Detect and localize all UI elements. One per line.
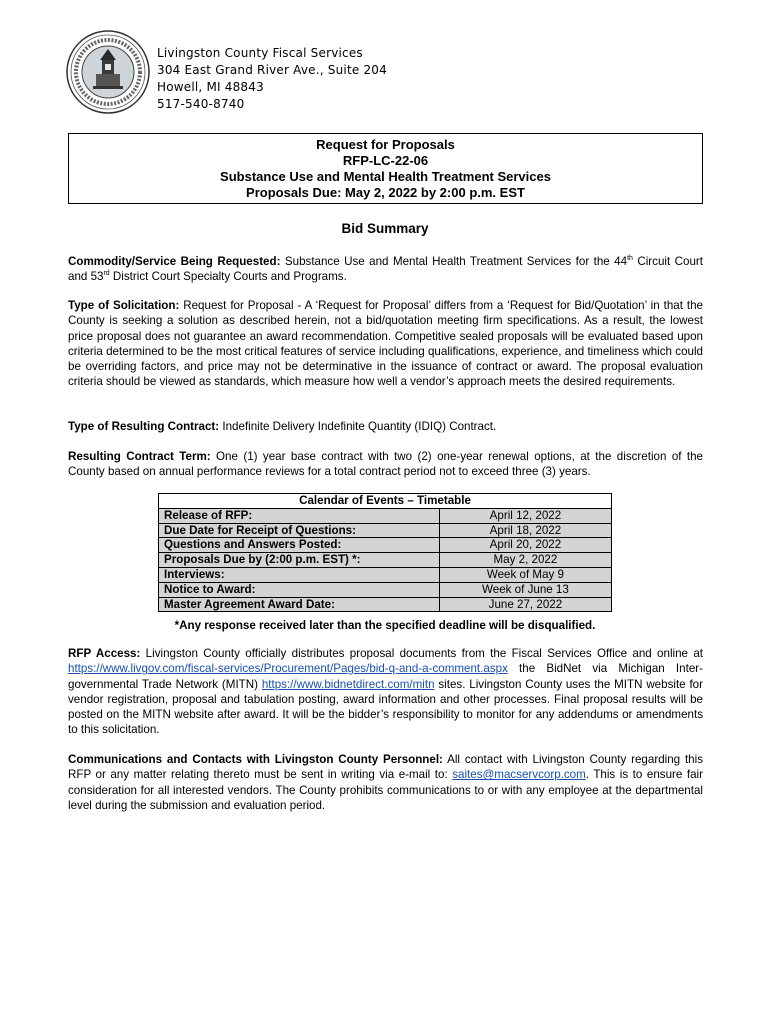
calendar-row	[159, 508, 612, 523]
rfp-access-text-a: Livingston County officially distributes proposal documents from the Fiscal Services Office and online at	[140, 647, 703, 660]
rfp-access-label: RFP Access:	[68, 647, 141, 660]
title-line-1: Request for Proposals	[316, 137, 455, 152]
rfp-access-text-c: sites. Livingston County uses the MITN website for vendor registration, proposal and tabulation posting, award information and other processes. Final proposal results will be posted on the MITN website after award. It will be the bidder’s responsibility to monitor for any addendums or amendments to this solicitation.	[68, 677, 703, 737]
contract-type-label: Type of Resulting Contract:	[68, 420, 220, 433]
bid-summary-heading: Bid Summary	[341, 221, 429, 236]
county-seal-icon	[66, 30, 150, 114]
calendar-event: Questions and Answers Posted:	[159, 538, 440, 553]
calendar-date: Week of June 13	[439, 582, 611, 597]
solicitation-paragraph	[68, 298, 703, 390]
calendar-row	[159, 567, 612, 582]
contract-term-paragraph	[68, 449, 703, 480]
rfp-subject: Substance Use and Mental Health Treatment Services	[220, 169, 551, 184]
city-state-zip: Howell, MI 48843	[157, 80, 264, 94]
rfp-access-paragraph	[68, 646, 703, 738]
contract-term-label: Resulting Contract Term:	[68, 450, 211, 463]
commodity-text-c: District Court Specialty Courts and Programs.	[109, 270, 347, 284]
calendar-of-events-table	[158, 493, 612, 612]
calendar-date: May 2, 2022	[439, 553, 611, 568]
livgov-procurement-link[interactable]: https://www.livgov.com/fiscal-services/Procurement/Pages/bid-q-and-a-comment.aspx	[68, 662, 508, 676]
communications-label: Communications and Contacts with Livingston County Personnel:	[68, 753, 443, 766]
calendar-row	[159, 597, 612, 612]
calendar-row	[159, 538, 612, 553]
commodity-paragraph	[68, 254, 703, 285]
calendar-row	[159, 582, 612, 597]
letterhead	[157, 45, 387, 113]
solicitation-label: Type of Solicitation:	[68, 299, 180, 312]
communications-text-b: . This is to ensure fair consideration for all interested vendors. The County prohibits communications to or with any employee at the departmental level during the submission and evaluation period.	[68, 768, 703, 812]
ordinal-suffix: th	[627, 255, 633, 263]
communications-text-a: All contact with Livingston County regarding this RFP or any matter relating thereto must be sent in writing via e-mail to:	[68, 753, 703, 782]
calendar-event: Notice to Award:	[159, 582, 440, 597]
contact-email-link[interactable]: saites@macservcorp.com	[452, 768, 586, 782]
commodity-label: Commodity/Service Being Requested:	[68, 255, 281, 268]
commodity-text-b: Circuit Court and 53	[68, 255, 703, 284]
commodity-text-a: Substance Use and Mental Health Treatment Services for the 44	[280, 255, 628, 268]
calendar-row	[159, 523, 612, 538]
solicitation-text: Request for Proposal - A ‘Request for Proposal’ differs from a ‘Request for Bid/Quotation’ in that the County is seeking a solution as described herein, not a bid/quotation meeting firm specifications. As a result, the lowest price proposal does not guarantee an award recommendation. Competitive sealed proposals will be evaluated based upon criteria determined to be the most critical features of service including qualifications, experience, and timeliness which could be overriding factors, and price may not be determinative in the issuance of contract or award. The proposal evaluation criteria should be viewed as standards, which measure how well a vendor’s approach meets the desired requirements.	[68, 299, 703, 389]
calendar-event: Interviews:	[159, 567, 440, 582]
calendar-date: Week of May 9	[439, 567, 611, 582]
ordinal-suffix: rd	[103, 270, 110, 278]
street-address: 304 East Grand River Ave., Suite 204	[157, 63, 387, 77]
contract-type-paragraph	[68, 419, 703, 434]
calendar-heading: Calendar of Events – Timetable	[159, 494, 612, 509]
calendar-date: April 12, 2022	[439, 508, 611, 523]
calendar-event: Due Date for Receipt of Questions:	[159, 523, 440, 538]
deadline-note: *Any response received later than the specified deadline will be disqualified.	[174, 619, 596, 632]
org-name: Livingston County Fiscal Services	[157, 46, 363, 60]
communications-paragraph	[68, 752, 703, 813]
calendar-date: June 27, 2022	[439, 597, 611, 612]
calendar-event: Master Agreement Award Date:	[159, 597, 440, 612]
rfp-access-text-b: the BidNet via Michigan Inter-governmental Trade Network (MITN)	[68, 662, 703, 691]
proposal-due-line: Proposals Due: May 2, 2022 by 2:00 p.m. EST	[246, 185, 525, 200]
contract-term-text: One (1) year base contract with two (2) one-year renewal options, at the discretion of the County based on annual performance reviews for a total contract period not to exceed three (3) years.	[68, 450, 703, 479]
calendar-event: Proposals Due by (2:00 p.m. EST) *:	[159, 553, 440, 568]
rfp-title-box	[68, 133, 703, 204]
phone-number: 517-540-8740	[157, 97, 245, 111]
calendar-row	[159, 553, 612, 568]
calendar-date: April 20, 2022	[439, 538, 611, 553]
calendar-date: April 18, 2022	[439, 523, 611, 538]
bidnet-mitn-link[interactable]: https://www.bidnetdirect.com/mitn	[261, 677, 435, 691]
contract-type-text: Indefinite Delivery Indefinite Quantity (IDIQ) Contract.	[219, 420, 497, 433]
rfp-number: RFP-LC-22-06	[342, 153, 429, 168]
calendar-event: Release of RFP:	[159, 508, 440, 523]
